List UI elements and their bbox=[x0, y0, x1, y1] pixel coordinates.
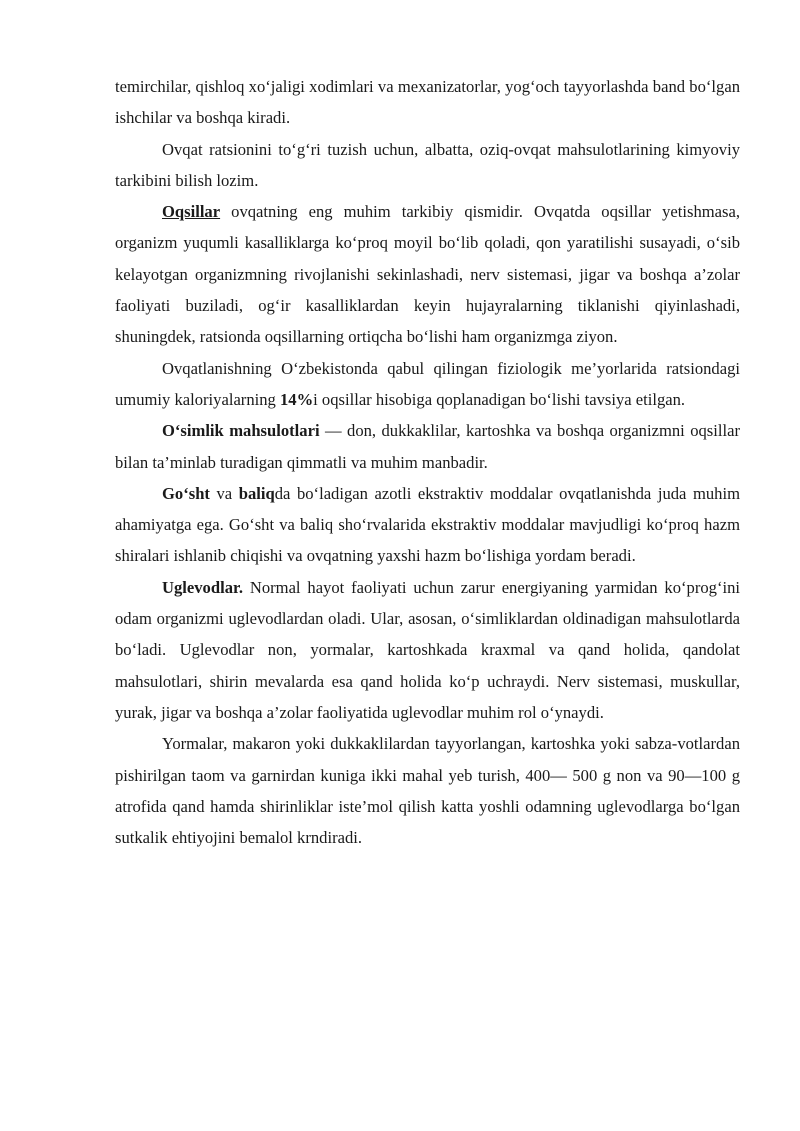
paragraph-text: — don, dukkaklilar, kartoshka va boshqa organizmni oqsillar bilan ta’minlab turadigan qimmatli va muhim manbadir. bbox=[115, 421, 740, 472]
paragraph-text: Normal hayot faoliyati uchun zarur energiyaning yarmidan koʻprogʻini odam organizmi uglevodlardan oladi. Ular, asosan, oʻsimliklardan oldinadigan mahsulotlarda boʻladi. Uglevodlar non, yormalar, kartoshkada kraxmal va qand holida, qandolat mahsulotlari, shirin mevalarda esa qand holida koʻp uchraydi. Nerv sistemasi, muskullar, yurak, jigar va boshqa a’zolar faoliyatida uglevodlar muhim rol oʻynaydi. bbox=[115, 577, 740, 722]
paragraph-diet-composition bbox=[115, 134, 740, 197]
term-fish: baliq bbox=[238, 483, 275, 503]
term-meat: Goʻsht bbox=[162, 483, 210, 503]
term-carbohydrates: Uglevodlar. bbox=[162, 577, 243, 597]
paragraph-daily-needs bbox=[115, 728, 740, 853]
paragraph-text: Yormalar, makaron yoki dukkaklilardan tayyorlangan, kartoshka yoki sabza-votlardan pishirilgan taom va garnirdan kuniga ikki mahal yeb turish, 400— 500 g non va 90—100 g atrofida qand hamda shirinliklar iste’mol qilish katta yoshli odamning uglevodlarga boʻlgan sutkalik ehtiyojini bemalol krndiradi. bbox=[115, 734, 740, 848]
paragraph-text: temirchilar, qishloq xoʻjaligi xodimlari va mexanizatorlar, yogʻoch tayyorlashda band boʻlgan ishchilar va boshqa kiradi. bbox=[115, 77, 740, 128]
paragraph-text: da boʻladigan azotli ekstraktiv moddalar ovqatlanishda juda muhim ahamiyatga ega. Goʻsht va baliq shoʻrvalarida ekstraktiv moddalar mavjudligi koʻproq hazm shiralari ishlanib chiqishi va ovqatning yaxshi hazm boʻlishiga yordam beradi. bbox=[115, 483, 740, 566]
paragraph-text-before: Ovqatlanishning Oʻzbekistonda qabul qilingan fiziologik me’yorlarida ratsiondagi umumiy kaloriyalarning bbox=[115, 358, 740, 409]
paragraph-carbohydrates bbox=[115, 572, 740, 728]
term-plant-products: Oʻsimlik mahsulotlari bbox=[162, 421, 320, 441]
paragraph-plant-products bbox=[115, 415, 740, 478]
paragraph-connector: va bbox=[209, 483, 239, 503]
paragraph-text-after: i oqsillar hisobiga qoplanadigan boʻlishi tavsiya etilgan. bbox=[313, 389, 686, 409]
paragraph-norms bbox=[115, 353, 740, 416]
paragraph-text: Ovqat ratsionini toʻgʻri tuzish uchun, albatta, oziq-ovqat mahsulotlarining kimyoviy tarkibini bilish lozim. bbox=[115, 139, 740, 190]
highlight-percentage: 14% bbox=[279, 389, 314, 409]
paragraph-workers-continuation bbox=[115, 71, 740, 134]
paragraph-meat-fish bbox=[115, 478, 740, 572]
paragraph-proteins bbox=[115, 196, 740, 352]
paragraph-text: ovqatning eng muhim tarkibiy qismidir. Ovqatda oqsillar yetishmasa, organizm yuqumli kasalliklarga koʻproq moyil boʻlib qoladi, qon yaratilishi susayadi, oʻsib kelayotgan organizmning rivojlanishi sekinlashadi, nerv sistemasi, jigar va boshqa a’zolar faoliyati buziladi, ogʻir kasalliklardan keyin hujayralarning tiklanishi qiyinlashadi, shuningdek, ratsionda oqsillarning ortiqcha boʻlishi ham organizmga ziyon. bbox=[115, 202, 740, 347]
term-proteins: Oqsillar bbox=[162, 202, 221, 222]
